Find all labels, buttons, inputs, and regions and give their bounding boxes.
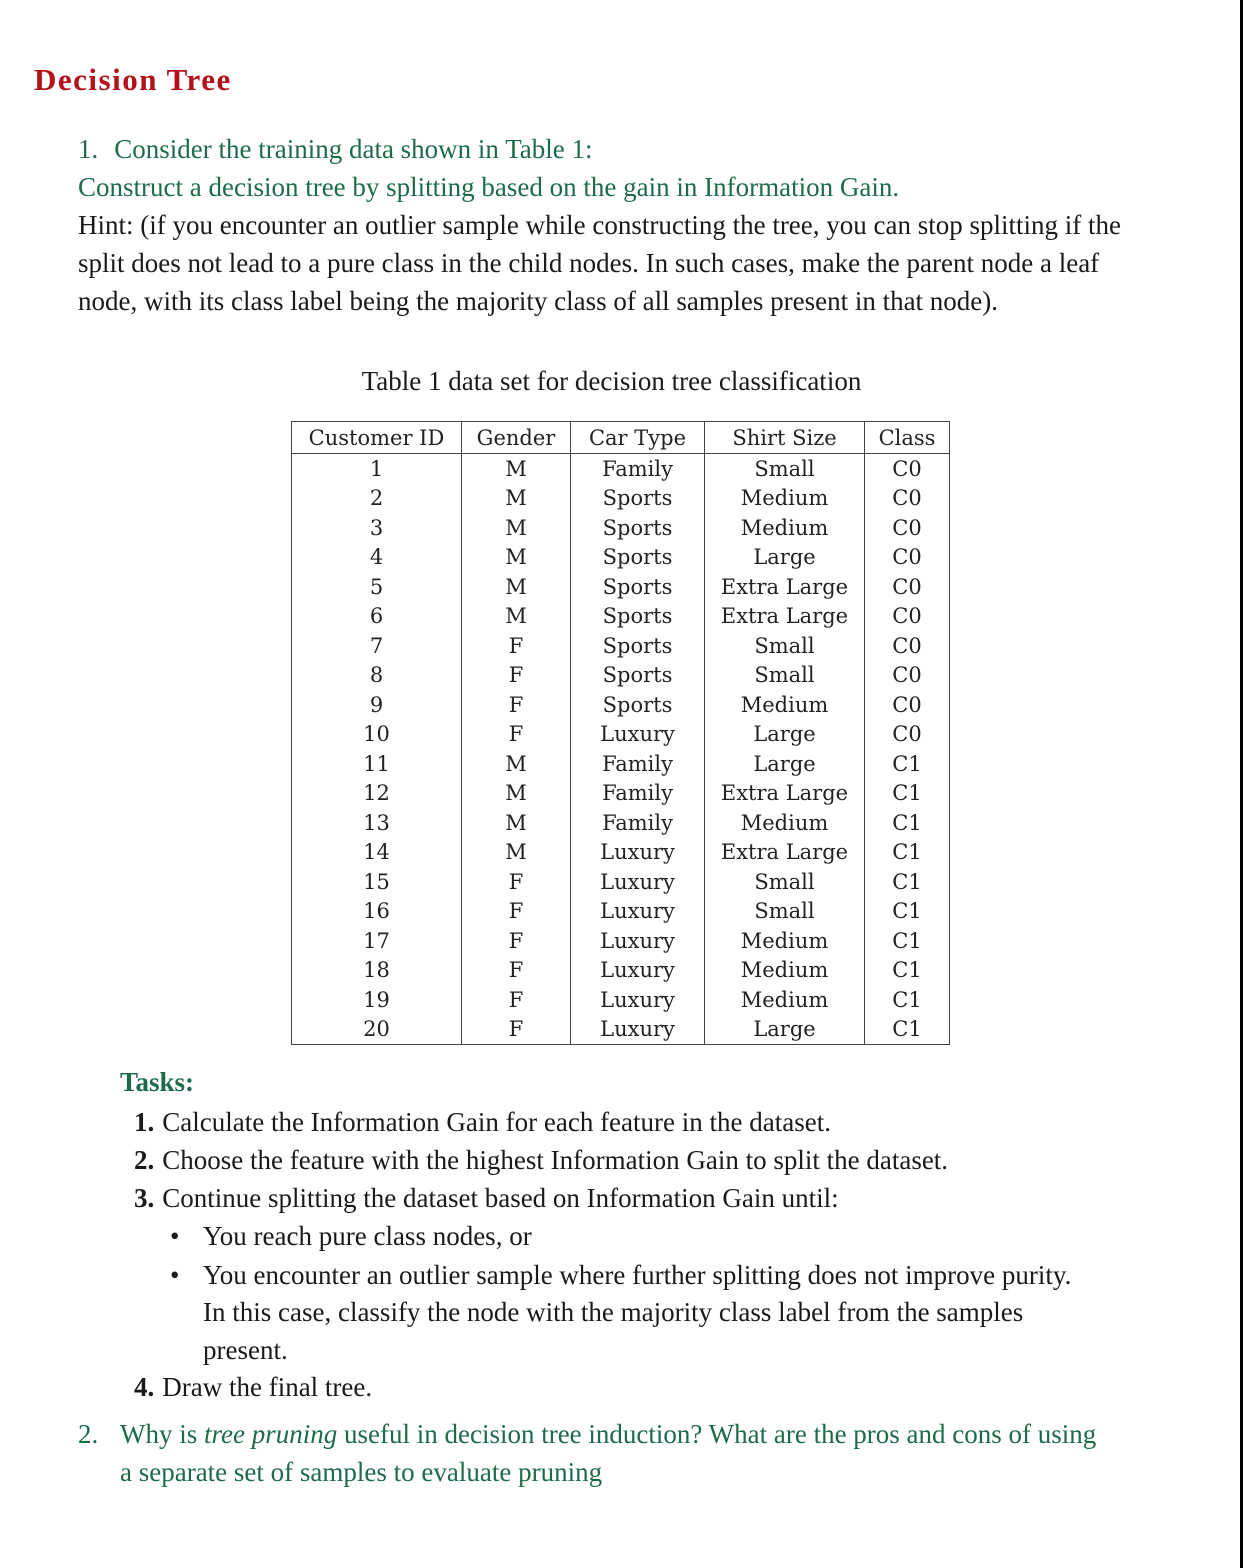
task-item-3 [134,1179,839,1217]
cell-shirt-size: Small [705,454,865,484]
cell-car-type: Luxury [571,897,705,927]
cell-class: C0 [865,690,950,720]
task-item-1 [134,1103,831,1141]
cell-customer-id: 7 [292,631,462,661]
cell-shirt-size: Small [705,661,865,691]
question-1-number: 1. [78,134,99,164]
table-row [292,602,950,632]
tasks-heading: Tasks: [120,1067,195,1097]
table-row [292,749,950,779]
cell-gender: M [462,838,571,868]
cell-class: C0 [865,484,950,514]
cell-customer-id: 12 [292,779,462,809]
table-row [292,1015,950,1045]
cell-car-type: Sports [571,513,705,543]
header-car-type: Car Type [571,422,705,454]
task-item-2 [134,1141,948,1179]
cell-shirt-size: Small [705,631,865,661]
cell-class: C1 [865,956,950,986]
cell-car-type: Luxury [571,720,705,750]
cell-class: C1 [865,985,950,1015]
cell-class: C0 [865,631,950,661]
cell-customer-id: 8 [292,661,462,691]
cell-class: C1 [865,867,950,897]
bullet-item-2-continuation-end: present. [203,1335,288,1365]
question-1-intro [78,130,593,168]
table-row [292,661,950,691]
header-class: Class [865,422,950,454]
bullet-item-2-continuation: In this case, classify the node with the majority class label from the samples [203,1297,1024,1327]
cell-shirt-size: Large [705,543,865,573]
cell-customer-id: 10 [292,720,462,750]
cell-shirt-size: Medium [705,808,865,838]
cell-car-type: Luxury [571,926,705,956]
cell-gender: M [462,484,571,514]
question-2 [78,1415,1178,1491]
cell-shirt-size: Extra Large [705,779,865,809]
table-row [292,838,950,868]
cell-gender: M [462,749,571,779]
cell-customer-id: 2 [292,484,462,514]
header-shirt-size: Shirt Size [705,422,865,454]
cell-customer-id: 14 [292,838,462,868]
cell-shirt-size: Medium [705,690,865,720]
question-2-emphasis: tree pruning [204,1419,338,1449]
question-2-post: useful in decision tree induction? What are the pros and cons of using [337,1419,1097,1449]
table-body [292,454,950,1045]
cell-class: C1 [865,897,950,927]
cell-class: C0 [865,454,950,484]
cell-car-type: Family [571,749,705,779]
cell-gender: M [462,602,571,632]
cell-customer-id: 18 [292,956,462,986]
cell-car-type: Luxury [571,867,705,897]
cell-customer-id: 1 [292,454,462,484]
page-title: Decision Tree [34,62,232,97]
cell-class: C1 [865,749,950,779]
task-text: Draw the final tree. [162,1372,373,1402]
bullet-icon: • [170,1221,180,1251]
cell-customer-id: 4 [292,543,462,573]
training-data-table [291,421,950,1045]
bullet-item-2 [170,1256,1071,1294]
task-number: 3. [134,1183,155,1213]
cell-car-type: Sports [571,661,705,691]
table-row [292,956,950,986]
cell-gender: F [462,661,571,691]
cell-class: C1 [865,779,950,809]
cell-class: C0 [865,572,950,602]
task-text: Choose the feature with the highest Information Gain to split the dataset. [162,1145,949,1175]
cell-gender: F [462,690,571,720]
cell-class: C0 [865,543,950,573]
table-row [292,985,950,1015]
cell-gender: M [462,513,571,543]
table-row [292,631,950,661]
cell-shirt-size: Large [705,720,865,750]
bullet-icon: • [170,1260,180,1290]
table-row [292,572,950,602]
cell-shirt-size: Large [705,749,865,779]
cell-gender: F [462,720,571,750]
table-row [292,484,950,514]
task-text: Continue splitting the dataset based on Information Gain until: [162,1183,839,1213]
table-row [292,690,950,720]
cell-shirt-size: Medium [705,956,865,986]
table-row [292,867,950,897]
cell-gender: M [462,454,571,484]
cell-customer-id: 20 [292,1015,462,1045]
question-1-intro-text: Consider the training data shown in Table 1: [114,134,593,164]
table-row [292,779,950,809]
cell-shirt-size: Medium [705,985,865,1015]
cell-shirt-size: Small [705,897,865,927]
cell-car-type: Family [571,454,705,484]
cell-shirt-size: Large [705,1015,865,1045]
cell-gender: M [462,808,571,838]
cell-gender: M [462,543,571,573]
cell-car-type: Sports [571,572,705,602]
table-caption-text: Table 1 data set for decision tree classification [361,366,862,396]
cell-car-type: Luxury [571,838,705,868]
cell-gender: F [462,867,571,897]
cell-gender: M [462,572,571,602]
cell-customer-id: 17 [292,926,462,956]
bullet-text: You reach pure class nodes, or [203,1221,532,1251]
table-row [292,543,950,573]
task-number: 1. [134,1107,155,1137]
cell-class: C1 [865,926,950,956]
cell-gender: F [462,1015,571,1045]
cell-customer-id: 3 [292,513,462,543]
cell-car-type: Luxury [571,1015,705,1045]
table-caption [0,366,1243,397]
cell-customer-id: 11 [292,749,462,779]
bullet-item-1 [170,1217,532,1255]
cell-customer-id: 5 [292,572,462,602]
cell-class: C1 [865,1015,950,1045]
cell-car-type: Family [571,779,705,809]
cell-gender: F [462,631,571,661]
cell-class: C0 [865,513,950,543]
question-1-hint: Hint: (if you encounter an outlier sample while constructing the tree, you can stop splitting if the split does not lead to a pure class in the child nodes. In such cases, make the parent node a leaf node, with its class label being the majority class of all samples present in that node). [78,210,1121,316]
cell-shirt-size: Medium [705,484,865,514]
cell-class: C0 [865,720,950,750]
table-row [292,897,950,927]
question-2-line-2: a separate set of samples to evaluate pruning [120,1457,603,1487]
cell-car-type: Family [571,808,705,838]
cell-gender: M [462,779,571,809]
cell-gender: F [462,926,571,956]
cell-car-type: Sports [571,690,705,720]
cell-shirt-size: Small [705,867,865,897]
cell-car-type: Sports [571,602,705,632]
table-header-row [292,422,950,454]
cell-car-type: Luxury [571,985,705,1015]
cell-gender: F [462,897,571,927]
task-number: 2. [134,1145,155,1175]
cell-class: C1 [865,808,950,838]
cell-gender: F [462,985,571,1015]
table-row [292,926,950,956]
table-row [292,720,950,750]
cell-car-type: Luxury [571,956,705,986]
cell-class: C0 [865,602,950,632]
cell-customer-id: 13 [292,808,462,838]
table-row [292,454,950,484]
cell-shirt-size: Extra Large [705,572,865,602]
bullet-text: You encounter an outlier sample where further splitting does not improve purity. [203,1260,1072,1290]
cell-customer-id: 6 [292,602,462,632]
cell-customer-id: 19 [292,985,462,1015]
question-1-instruction: Construct a decision tree by splitting based on the gain in Information Gain. [78,172,900,202]
task-item-4 [134,1368,372,1406]
question-2-pre: Why is [120,1419,204,1449]
cell-gender: F [462,956,571,986]
cell-customer-id: 9 [292,690,462,720]
cell-shirt-size: Medium [705,926,865,956]
cell-customer-id: 16 [292,897,462,927]
cell-car-type: Sports [571,484,705,514]
cell-shirt-size: Extra Large [705,602,865,632]
header-customer-id: Customer ID [292,422,462,454]
cell-shirt-size: Medium [705,513,865,543]
cell-car-type: Sports [571,543,705,573]
cell-customer-id: 15 [292,867,462,897]
table-row [292,808,950,838]
cell-class: C1 [865,838,950,868]
header-gender: Gender [462,422,571,454]
table-row [292,513,950,543]
task-text: Calculate the Information Gain for each feature in the dataset. [162,1107,831,1137]
cell-shirt-size: Extra Large [705,838,865,868]
question-2-number: 2. [78,1419,99,1449]
cell-car-type: Sports [571,631,705,661]
cell-class: C0 [865,661,950,691]
task-number: 4. [134,1372,155,1402]
